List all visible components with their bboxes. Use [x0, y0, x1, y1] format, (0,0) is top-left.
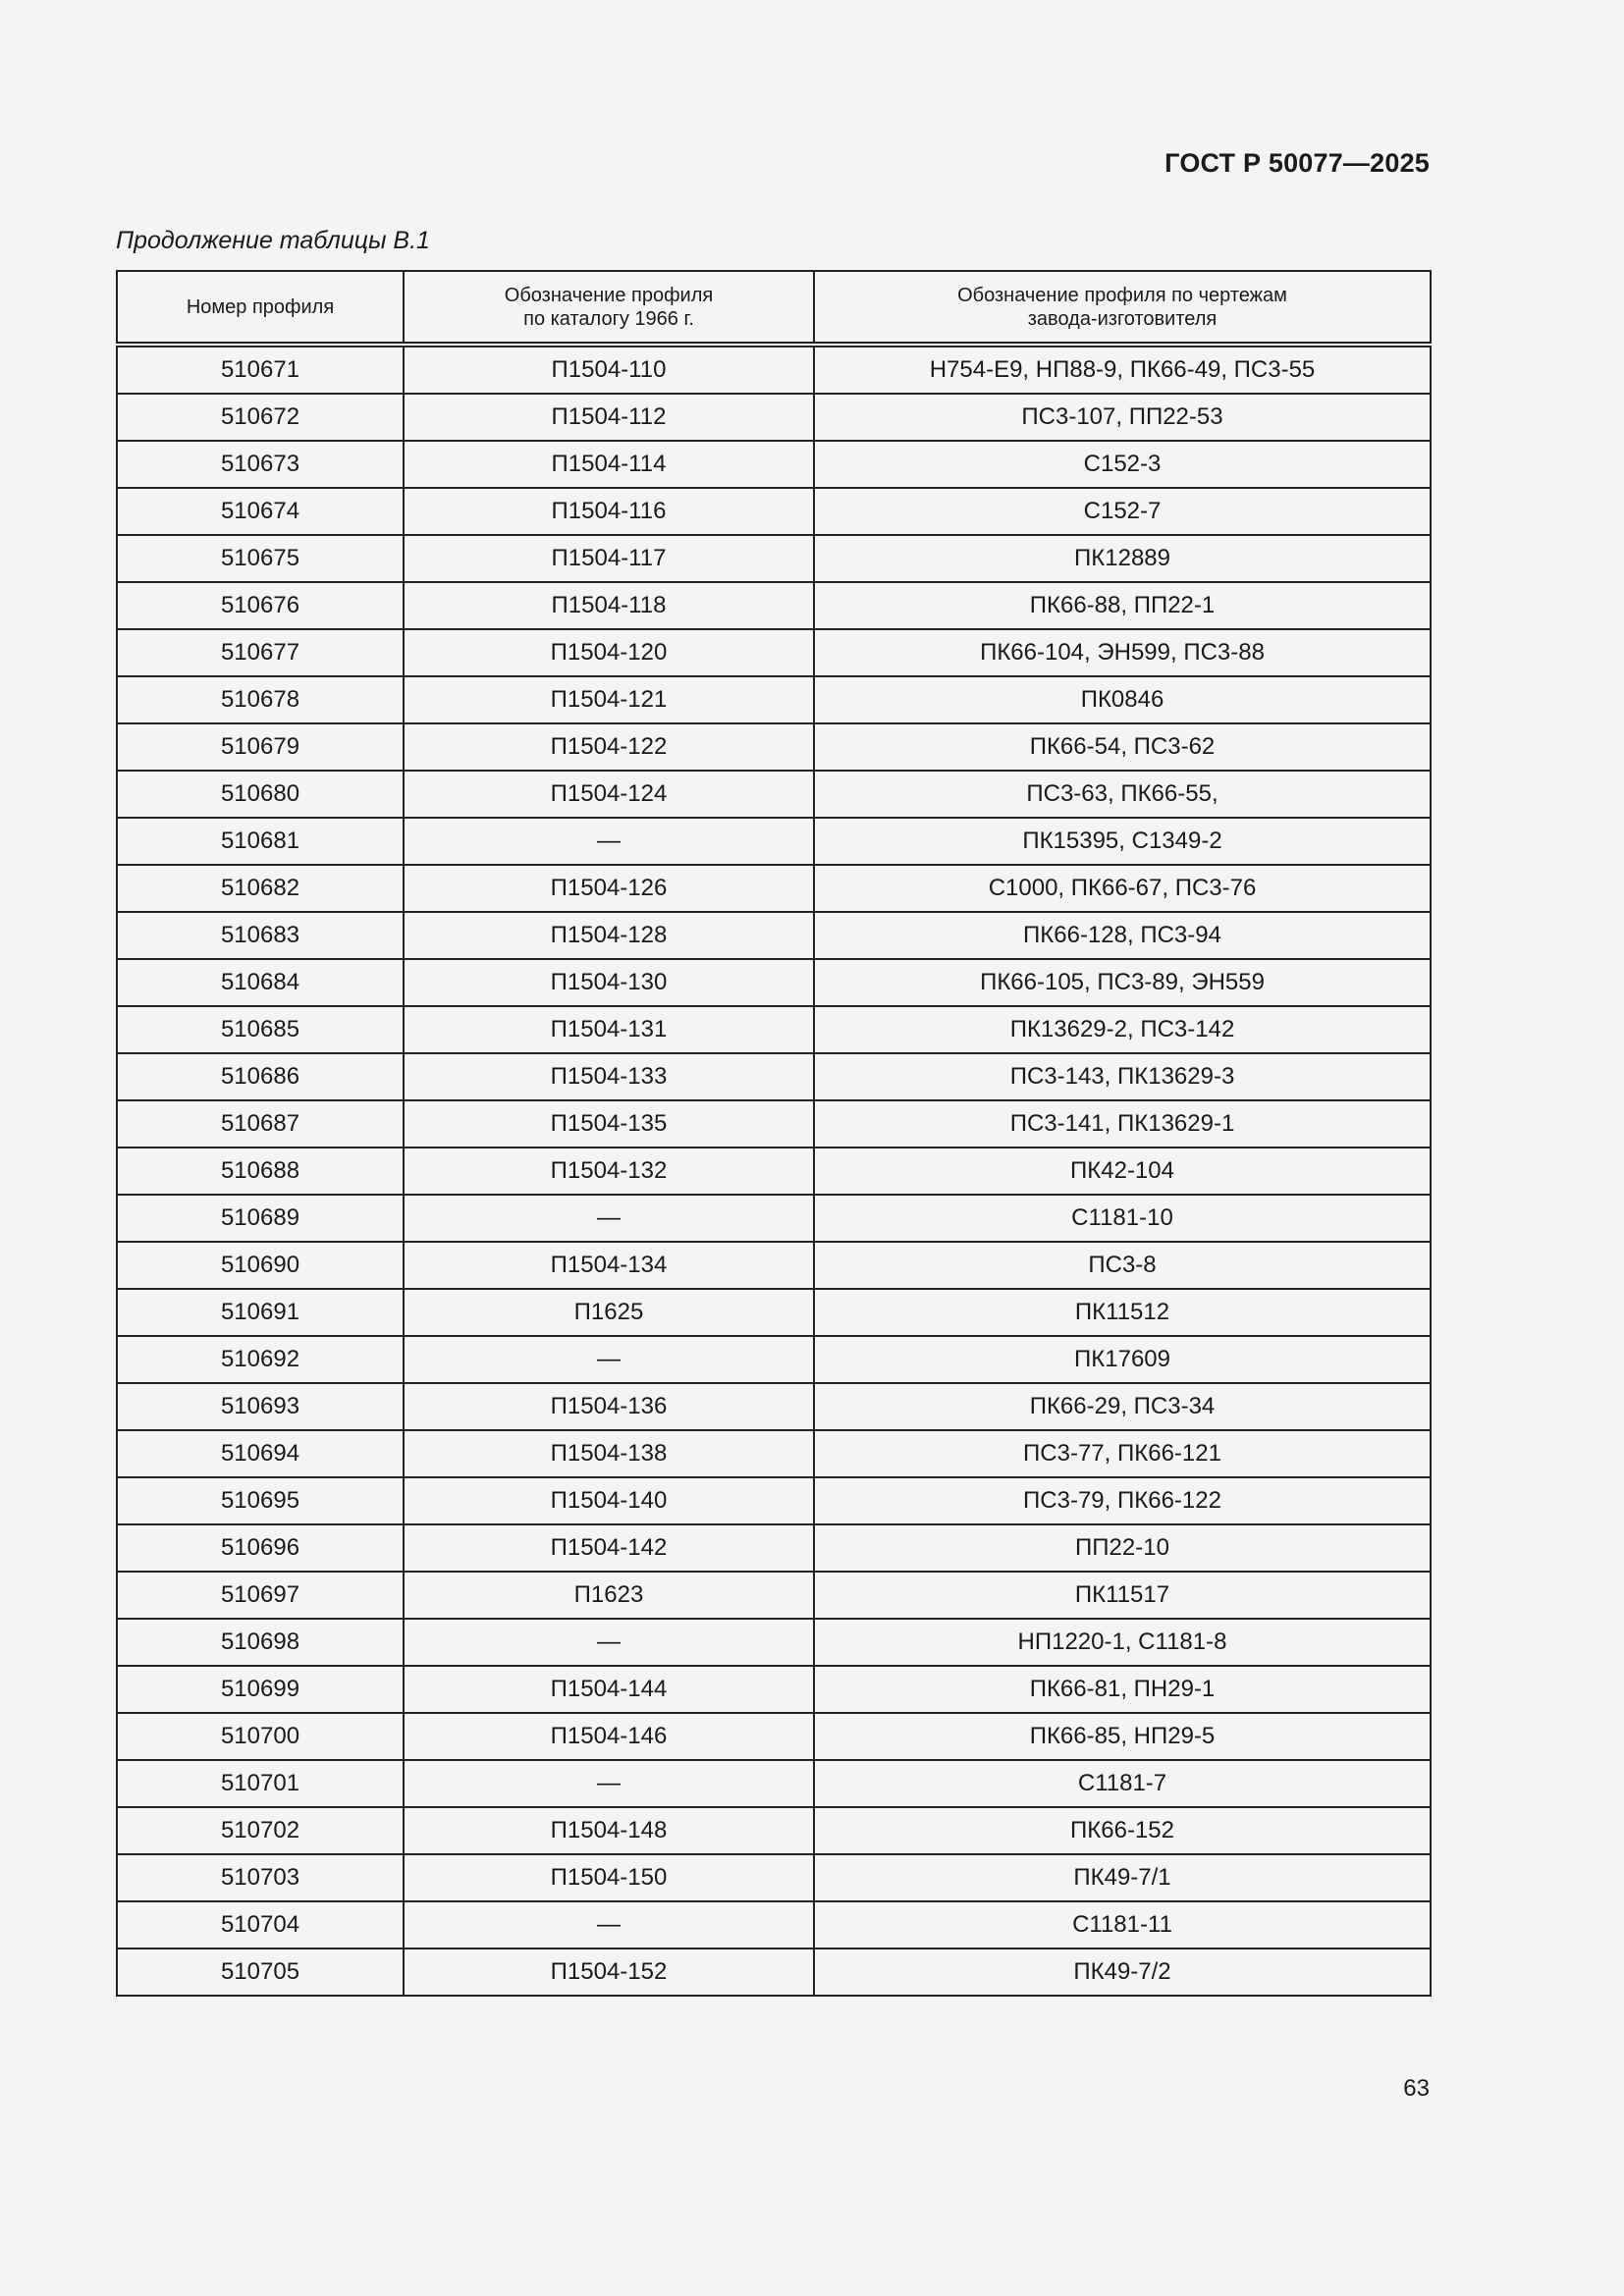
- cell-profile-number: 510701: [117, 1760, 404, 1807]
- cell-profile-number: 510700: [117, 1713, 404, 1760]
- cell-profile-number: 510704: [117, 1901, 404, 1949]
- cell-catalog-designation: П1504-150: [404, 1854, 814, 1901]
- table-row: [117, 959, 1431, 1006]
- table-row: [117, 488, 1431, 535]
- cell-factory-designation: ПК66-88, ПП22-1: [814, 582, 1431, 629]
- cell-profile-number: 510684: [117, 959, 404, 1006]
- cell-catalog-designation: П1504-124: [404, 771, 814, 818]
- table-row: [117, 1524, 1431, 1572]
- cell-factory-designation: С1181-10: [814, 1195, 1431, 1242]
- cell-profile-number: 510690: [117, 1242, 404, 1289]
- cell-catalog-designation: П1504-152: [404, 1949, 814, 1996]
- cell-profile-number: 510696: [117, 1524, 404, 1572]
- table-row: [117, 1807, 1431, 1854]
- cell-factory-designation: ПС3-63, ПК66-55,: [814, 771, 1431, 818]
- cell-profile-number: 510699: [117, 1666, 404, 1713]
- cell-factory-designation: ПК66-29, ПС3-34: [814, 1383, 1431, 1430]
- cell-factory-designation: С1181-11: [814, 1901, 1431, 1949]
- cell-catalog-designation: П1504-136: [404, 1383, 814, 1430]
- table-row: [117, 535, 1431, 582]
- table-caption: Продолжение таблицы В.1: [116, 227, 430, 254]
- cell-factory-designation: ПК49-7/1: [814, 1854, 1431, 1901]
- cell-profile-number: 510688: [117, 1148, 404, 1195]
- table-row: [117, 582, 1431, 629]
- cell-catalog-designation: П1504-134: [404, 1242, 814, 1289]
- cell-factory-designation: НП1220-1, С1181-8: [814, 1619, 1431, 1666]
- cell-profile-number: 510682: [117, 865, 404, 912]
- cell-catalog-designation: П1504-148: [404, 1807, 814, 1854]
- table-body: [117, 345, 1431, 1996]
- cell-catalog-designation: П1504-140: [404, 1477, 814, 1524]
- column-header-label-line: по каталогу 1966 г.: [523, 307, 694, 330]
- table-row: [117, 345, 1431, 394]
- cell-factory-designation: ПС3-143, ПК13629-3: [814, 1053, 1431, 1100]
- cell-profile-number: 510694: [117, 1430, 404, 1477]
- column-header-label-line: завода-изготовителя: [1027, 307, 1218, 330]
- cell-factory-designation: ПК66-105, ПС3-89, ЭН559: [814, 959, 1431, 1006]
- cell-factory-designation: Н754-Е9, НП88-9, ПК66-49, ПС3-55: [814, 345, 1431, 394]
- cell-catalog-designation: П1504-144: [404, 1666, 814, 1713]
- cell-catalog-designation: —: [404, 1901, 814, 1949]
- table-row: [117, 676, 1431, 723]
- cell-profile-number: 510683: [117, 912, 404, 959]
- table-row: [117, 1148, 1431, 1195]
- cell-profile-number: 510673: [117, 441, 404, 488]
- cell-factory-designation: ПС3-107, ПП22-53: [814, 394, 1431, 441]
- table-row: [117, 1666, 1431, 1713]
- cell-profile-number: 510695: [117, 1477, 404, 1524]
- table-row: [117, 1006, 1431, 1053]
- cell-factory-designation: ПК66-54, ПС3-62: [814, 723, 1431, 771]
- cell-factory-designation: ПК66-152: [814, 1807, 1431, 1854]
- cell-profile-number: 510677: [117, 629, 404, 676]
- cell-factory-designation: ПС3-77, ПК66-121: [814, 1430, 1431, 1477]
- cell-factory-designation: С1181-7: [814, 1760, 1431, 1807]
- cell-factory-designation: ПК66-128, ПС3-94: [814, 912, 1431, 959]
- table-row: [117, 1289, 1431, 1336]
- page-number: 63: [1403, 2075, 1430, 2102]
- table-row: [117, 1572, 1431, 1619]
- column-header-label-line: Обозначение профиля по чертежам: [957, 284, 1287, 306]
- cell-factory-designation: ПК15395, С1349-2: [814, 818, 1431, 865]
- table-row: [117, 1619, 1431, 1666]
- cell-catalog-designation: П1504-118: [404, 582, 814, 629]
- cell-factory-designation: ПК49-7/2: [814, 1949, 1431, 1996]
- cell-profile-number: 510702: [117, 1807, 404, 1854]
- profiles-table: [116, 270, 1432, 1997]
- cell-factory-designation: С152-7: [814, 488, 1431, 535]
- table-row: [117, 1383, 1431, 1430]
- cell-profile-number: 510691: [117, 1289, 404, 1336]
- cell-catalog-designation: П1504-135: [404, 1100, 814, 1148]
- cell-profile-number: 510674: [117, 488, 404, 535]
- cell-factory-designation: ПП22-10: [814, 1524, 1431, 1572]
- cell-factory-designation: ПК12889: [814, 535, 1431, 582]
- cell-catalog-designation: П1504-128: [404, 912, 814, 959]
- cell-catalog-designation: —: [404, 1195, 814, 1242]
- table-row: [117, 1477, 1431, 1524]
- cell-profile-number: 510675: [117, 535, 404, 582]
- table-row: [117, 771, 1431, 818]
- cell-catalog-designation: П1504-110: [404, 345, 814, 394]
- cell-catalog-designation: П1504-116: [404, 488, 814, 535]
- column-header-profile-number: [117, 271, 404, 345]
- table-row: [117, 1053, 1431, 1100]
- cell-profile-number: 510681: [117, 818, 404, 865]
- cell-catalog-designation: П1504-112: [404, 394, 814, 441]
- table-row: [117, 1713, 1431, 1760]
- table-row: [117, 1901, 1431, 1949]
- cell-profile-number: 510687: [117, 1100, 404, 1148]
- cell-catalog-designation: П1504-146: [404, 1713, 814, 1760]
- table-row: [117, 394, 1431, 441]
- table-row: [117, 1430, 1431, 1477]
- table-row: [117, 1195, 1431, 1242]
- cell-catalog-designation: П1504-126: [404, 865, 814, 912]
- table-row: [117, 818, 1431, 865]
- cell-catalog-designation: П1504-138: [404, 1430, 814, 1477]
- cell-catalog-designation: П1504-133: [404, 1053, 814, 1100]
- table-row: [117, 1760, 1431, 1807]
- table-row: [117, 1854, 1431, 1901]
- cell-profile-number: 510671: [117, 345, 404, 394]
- table-header-row: [117, 271, 1431, 345]
- cell-profile-number: 510705: [117, 1949, 404, 1996]
- table-row: [117, 629, 1431, 676]
- cell-profile-number: 510672: [117, 394, 404, 441]
- cell-profile-number: 510692: [117, 1336, 404, 1383]
- cell-profile-number: 510697: [117, 1572, 404, 1619]
- cell-catalog-designation: П1623: [404, 1572, 814, 1619]
- cell-profile-number: 510698: [117, 1619, 404, 1666]
- cell-factory-designation: ПК17609: [814, 1336, 1431, 1383]
- cell-factory-designation: С1000, ПК66-67, ПС3-76: [814, 865, 1431, 912]
- cell-profile-number: 510703: [117, 1854, 404, 1901]
- cell-factory-designation: ПК66-104, ЭН599, ПС3-88: [814, 629, 1431, 676]
- column-header-factory-designation: [814, 271, 1431, 345]
- table-row: [117, 441, 1431, 488]
- cell-catalog-designation: П1504-121: [404, 676, 814, 723]
- cell-catalog-designation: П1625: [404, 1289, 814, 1336]
- cell-profile-number: 510679: [117, 723, 404, 771]
- cell-factory-designation: ПК11517: [814, 1572, 1431, 1619]
- cell-profile-number: 510693: [117, 1383, 404, 1430]
- cell-catalog-designation: —: [404, 1619, 814, 1666]
- cell-catalog-designation: П1504-132: [404, 1148, 814, 1195]
- cell-catalog-designation: П1504-130: [404, 959, 814, 1006]
- cell-profile-number: 510680: [117, 771, 404, 818]
- cell-catalog-designation: П1504-131: [404, 1006, 814, 1053]
- table-row: [117, 1949, 1431, 1996]
- table-row: [117, 1100, 1431, 1148]
- cell-factory-designation: ПК0846: [814, 676, 1431, 723]
- cell-catalog-designation: П1504-120: [404, 629, 814, 676]
- column-header-label-line: Обозначение профиля: [504, 284, 714, 306]
- cell-factory-designation: С152-3: [814, 441, 1431, 488]
- cell-catalog-designation: —: [404, 1336, 814, 1383]
- cell-factory-designation: ПК11512: [814, 1289, 1431, 1336]
- cell-catalog-designation: —: [404, 818, 814, 865]
- cell-catalog-designation: —: [404, 1760, 814, 1807]
- cell-catalog-designation: П1504-142: [404, 1524, 814, 1572]
- cell-profile-number: 510678: [117, 676, 404, 723]
- table-row: [117, 1336, 1431, 1383]
- cell-factory-designation: ПК66-81, ПН29-1: [814, 1666, 1431, 1713]
- table-row: [117, 865, 1431, 912]
- table-row: [117, 723, 1431, 771]
- cell-catalog-designation: П1504-117: [404, 535, 814, 582]
- cell-profile-number: 510676: [117, 582, 404, 629]
- cell-profile-number: 510686: [117, 1053, 404, 1100]
- cell-factory-designation: ПК13629-2, ПС3-142: [814, 1006, 1431, 1053]
- cell-profile-number: 510689: [117, 1195, 404, 1242]
- cell-factory-designation: ПС3-8: [814, 1242, 1431, 1289]
- cell-factory-designation: ПС3-141, ПК13629-1: [814, 1100, 1431, 1148]
- cell-catalog-designation: П1504-122: [404, 723, 814, 771]
- cell-factory-designation: ПК66-85, НП29-5: [814, 1713, 1431, 1760]
- cell-catalog-designation: П1504-114: [404, 441, 814, 488]
- cell-factory-designation: ПС3-79, ПК66-122: [814, 1477, 1431, 1524]
- standard-designation: ГОСТ Р 50077—2025: [1164, 148, 1430, 178]
- column-header-catalog-designation: [404, 271, 814, 345]
- cell-profile-number: 510685: [117, 1006, 404, 1053]
- table-row: [117, 912, 1431, 959]
- cell-factory-designation: ПК42-104: [814, 1148, 1431, 1195]
- table-row: [117, 1242, 1431, 1289]
- column-header-label: Номер профиля: [186, 295, 335, 318]
